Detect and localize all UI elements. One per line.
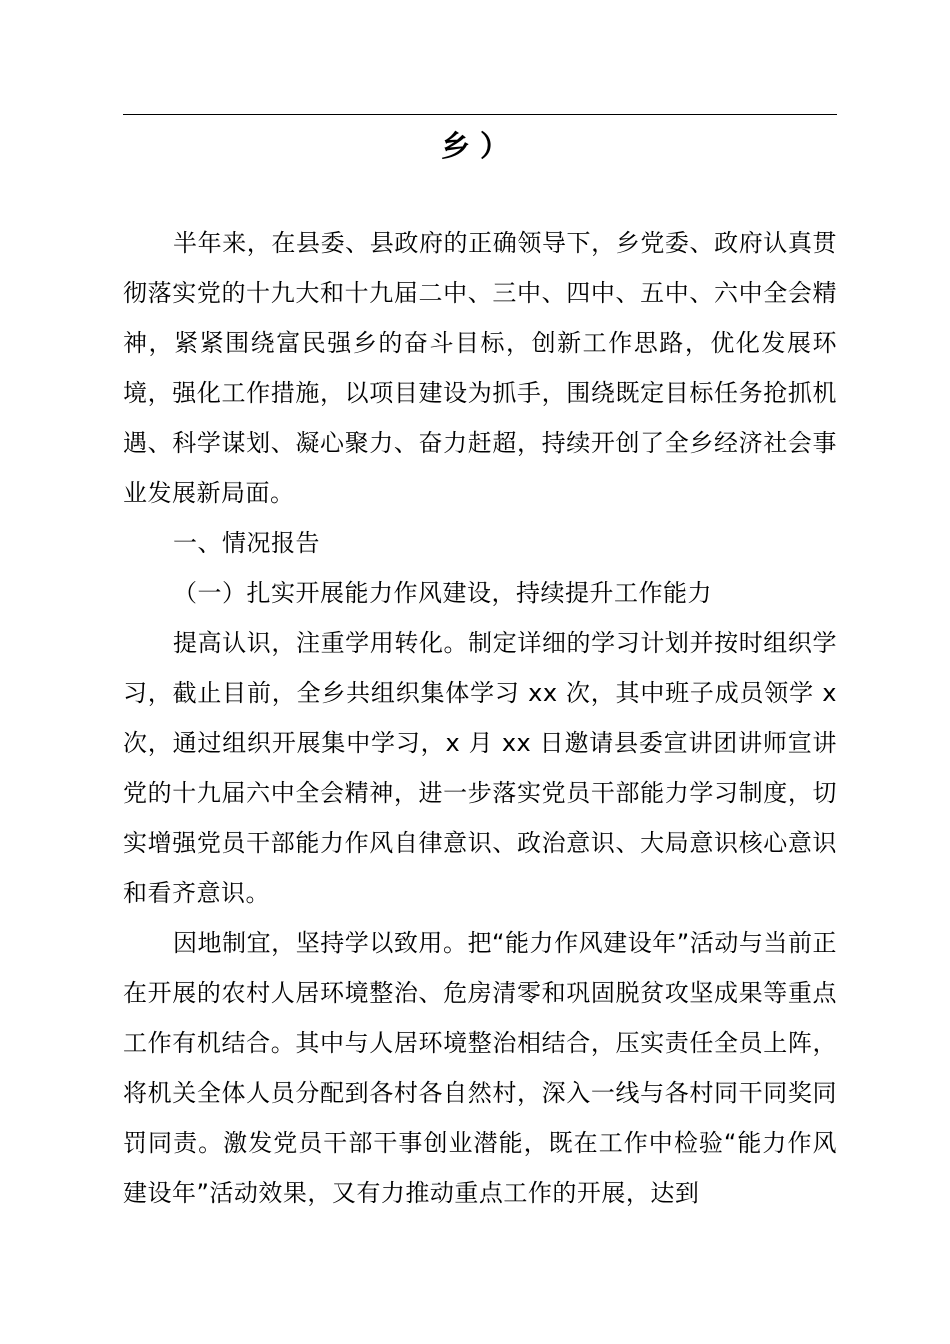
- section-heading: 一、情况报告: [173, 529, 320, 557]
- document-body: [123, 218, 837, 1218]
- subsection-heading: （一）扎实开展能力作风建设，持续提升工作能力: [173, 579, 712, 607]
- header-divider: [123, 114, 837, 115]
- document-title: 乡）: [440, 129, 519, 163]
- paragraph-practice: 因地制宜，坚持学以致用。把“能力作风建设年”活动与当前正在开展的农村人居环境整治、危房清零和巩固脱贫攻坚成果等重点工作有机结合。其中与人居环境整治相结合，压实责任全员上阵，将机关全体人员分配到各村各自然村，深入一线与各村同干同奖同罚同责。激发党员干部干事创业潜能，既在工作中检验“能力作风建设年”活动效果，又有力推动重点工作的开展，达到: [123, 929, 837, 1207]
- paragraph-intro: 半年来，在县委、县政府的正确领导下，乡党委、政府认真贯彻落实党的十九大和十九届二中、三中、四中、五中、六中全会精神，紧紧围绕富民强乡的奋斗目标，创新工作思路，优化发展环境，强化工作措施，以项目建设为抓手，围绕既定目标任务抢抓机遇、科学谋划、凝心聚力、奋力赶超，持续开创了全乡经济社会事业发展新局面。: [123, 229, 837, 507]
- paragraph-study: 提高认识，注重学用转化。制定详细的学习计划并按时组织学习，截止目前，全乡共组织集体学习 xx 次，其中班子成员领学 x 次，通过组织开展集中学习，x 月 xx 日邀请县委宣讲团讲师宣讲党的十九届六中全会精神，进一步落实党员干部能力学习制度，切实增强党员干部能力作风自律意识、政治意识、大局意识核心意识和看齐意识。: [123, 629, 837, 907]
